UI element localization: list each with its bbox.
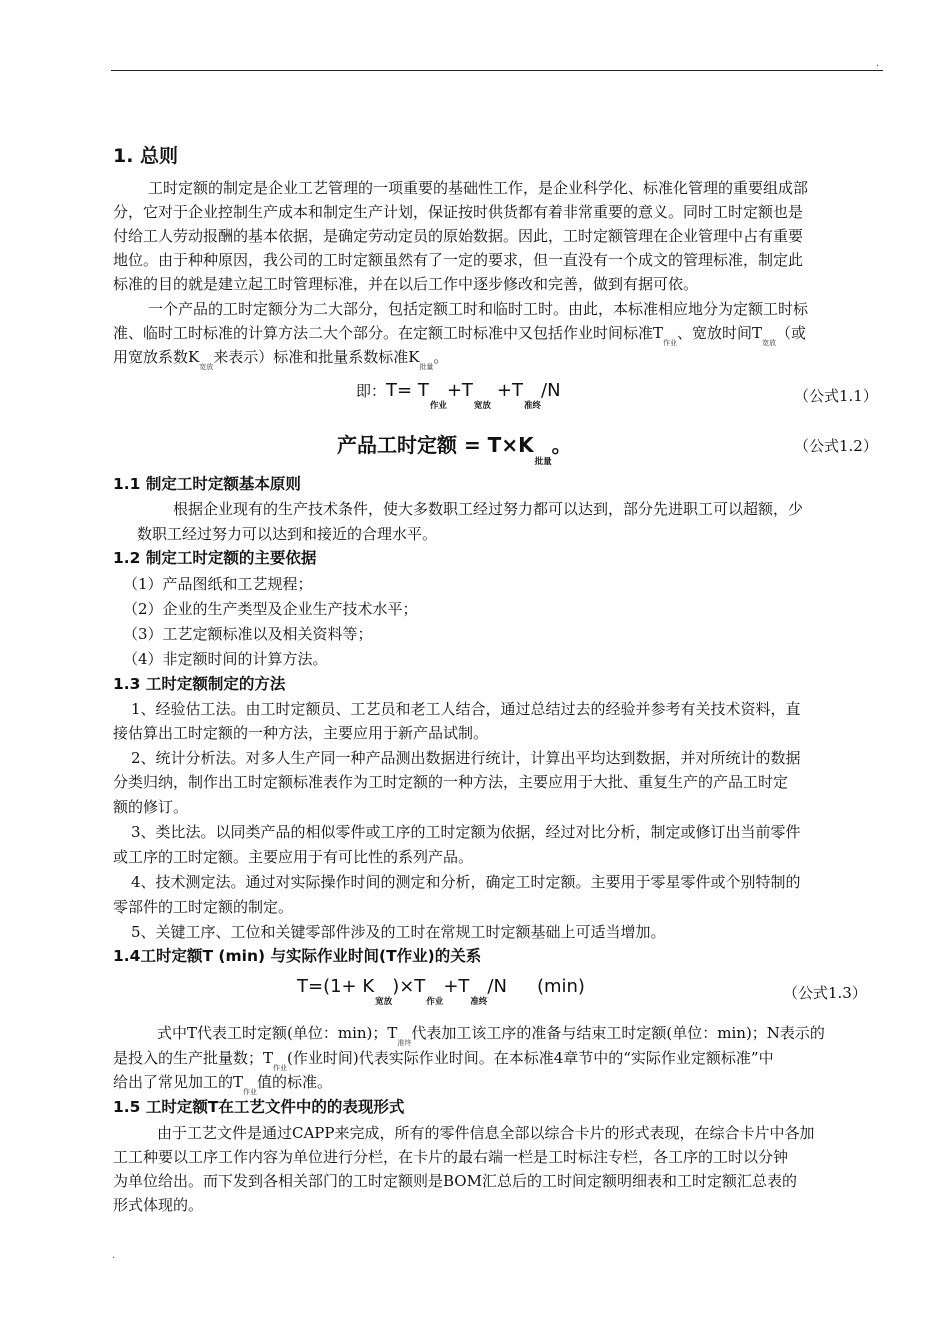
section-title-1-4: 1.4工时定额T (min) 与实际作业时间(T作业)的关系 bbox=[113, 947, 482, 965]
formula-1-2-label: （公式1.2） bbox=[794, 437, 878, 455]
para-1-line-5: 标准的目的就是建立起工时管理标准，并在以后工作中逐步修改和完善，做到有据可依。 bbox=[113, 275, 699, 293]
method-3-line-1: 3、类比法。以同类产品的相似零件或工序的工时定额为依据，经过对比分析，制定或修订出当前零件 bbox=[131, 823, 801, 841]
basis-item: （4）非定额时间的计算方法。 bbox=[123, 650, 328, 668]
sec-1-5-line-1: 由于工艺文件是通过CAPP来完成，所有的零件信息全部以综合卡片的形式表现，在综合卡片中各加 bbox=[157, 1124, 815, 1142]
method-4-line-2: 零部件的工时定额的制定。 bbox=[113, 898, 294, 916]
basis-item: （1）产品图纸和工艺规程； bbox=[123, 575, 313, 593]
method-1-line-1: 1、经验估工法。由工时定额员、工艺员和老工人结合，通过总结过去的经验并参考有关技术资料，直 bbox=[131, 700, 801, 718]
sec-1-1-line-1: 根据企业现有的生产技术条件，使大多数职工经过努力都可以达到，部分先进职工可以超额，少 bbox=[173, 500, 804, 518]
para-2-line-2: 准、临时工时标准的计算方法二大个部分。在定额工时标准中又包括作业时间标准$T_{作业}$、宽放时间$T_{宽放}$（或 bbox=[113, 324, 807, 347]
method-3-line-2: 或工序的工时定额。主要应用于有可比性的系列产品。 bbox=[113, 848, 474, 866]
formula-1-1: 即：$T= T_{作业}+T_{宽放}+T_{准终}/N$ bbox=[356, 380, 561, 411]
para-1-line-1: 工时定额的制定是企业工艺管理的一项重要的基础性工作，是企业科学化、标准化管理的重要组成部 bbox=[148, 179, 809, 197]
formula-1-3-label: （公式1.3） bbox=[783, 984, 867, 1002]
basis-item: （3）工艺定额标准以及相关资料等； bbox=[123, 625, 373, 643]
para-1-line-3: 付给工人劳动报酬的基本依据，是确定劳动定员的原始数据。因此，工时定额管理在企业管理中占有重要 bbox=[113, 227, 804, 245]
method-2-line-2: 分类归纳，制作出工时定额标准表作为工时定额的一种方法，主要应用于大批、重复生产的产品工时定 bbox=[113, 773, 789, 791]
sec-1-1-line-2: 数职工经过努力可以达到和接近的合理水平。 bbox=[137, 525, 438, 543]
method-2-line-1: 2、统计分析法。对多人生产同一种产品测出数据进行统计，计算出平均达到数据，并对所统计的数据 bbox=[131, 749, 801, 767]
para-2-line-3: 用宽放系数$K_{宽放}$来表示）标准和批量系数标准$K_{批量}$。 bbox=[113, 348, 449, 371]
sec-1-5-line-2: 工工种要以工序工作内容为单位进行分栏，在卡片的最右端一栏是工时标注专栏，各工序的工时以分钟 bbox=[113, 1148, 789, 1166]
formula-1-1-label: （公式1.1） bbox=[794, 387, 878, 405]
formula-1-3: $T=(1+ K_{宽放})\times T_{作业}+T_{准终}/N$ (min) bbox=[297, 976, 585, 1007]
footer-corner-mark: . bbox=[112, 1250, 116, 1261]
formula-desc-line-2: 是投入的生产批量数；$T_{作业}$(作业时间)代表实际作业时间。在本标准4章节中的“实际作业定额标准”中 bbox=[113, 1049, 774, 1072]
para-1-line-4: 地位。由于种种原因，我公司的工时定额虽然有了一定的要求，但一直没有一个成文的管理标准，制定此 bbox=[113, 251, 804, 269]
method-5-line-1: 5、关键工序、工位和关键零部件涉及的工时在常规工时定额基础上可适当增加。 bbox=[131, 923, 666, 941]
header-corner-mark: . bbox=[876, 58, 880, 69]
formula-desc-line-3: 给出了常见加工的$T_{作业}$值的标准。 bbox=[113, 1073, 333, 1096]
section-title-1-3: 1.3 工时定额制定的方法 bbox=[113, 675, 286, 693]
basis-item: （2）企业的生产类型及企业生产技术水平； bbox=[123, 600, 418, 618]
method-4-line-1: 4、技术测定法。通过对实际操作时间的测定和分析，确定工时定额。主要用于零星零件或个别特制的 bbox=[131, 873, 801, 891]
section-title-1-2: 1.2 制定工时定额的主要依据 bbox=[113, 549, 317, 567]
section-title-1-1: 1.1 制定工时定额基本原则 bbox=[113, 475, 301, 493]
method-2-line-3: 额的修订。 bbox=[113, 798, 189, 816]
para-2-line-1: 一个产品的工时定额分为二大部分，包括定额工时和临时工时。由此，本标准相应地分为定额工时标 bbox=[148, 300, 809, 318]
formula-1-2: 产品工时定额 = $T\times K_{批量}$。 bbox=[337, 433, 572, 467]
sec-1-5-line-4: 形式体现的。 bbox=[113, 1196, 204, 1214]
sec-1-5-line-3: 为单位给出。而下发到各相关部门的工时定额则是BOM汇总后的工时间定额明细表和工时定额汇总表的 bbox=[113, 1172, 797, 1190]
para-1-line-2: 分，它对于企业控制生产成本和制定生产计划，保证按时供货都有着非常重要的意义。同时工时定额也是 bbox=[113, 203, 804, 221]
header-rule bbox=[111, 70, 883, 71]
method-1-line-2: 接估算出工时定额的一种方法，主要应用于新产品试制。 bbox=[113, 724, 489, 742]
section-title-1-5: 1.5 工时定额T在工艺文件中的的表现形式 bbox=[113, 1098, 405, 1116]
formula-desc-line-1: 式中T代表工时定额(单位：min)；$T_{准终}$代表加工该工序的准备与结束工时定额(单位：min)；N表示的 bbox=[157, 1024, 825, 1047]
section-title-1: 1. 总则 bbox=[113, 145, 179, 167]
